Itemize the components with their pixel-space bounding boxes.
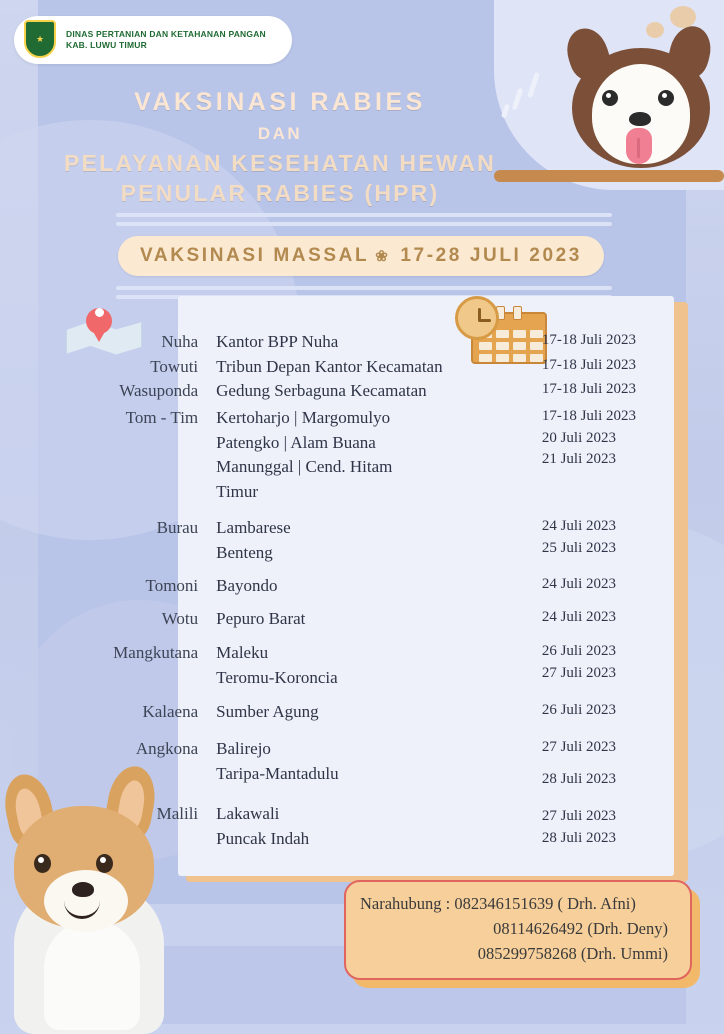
table-row (60, 406, 680, 505)
row-location: Teromu-Koroncia (216, 667, 338, 687)
corgi-chest (44, 920, 140, 1030)
row-date: 25 Juli 2023 (541, 540, 617, 557)
government-emblem-icon: ★ (24, 20, 58, 60)
organization-name-line2: KAB. LUWU TIMUR (66, 40, 147, 50)
banner-label: VAKSINASI MASSAL (140, 245, 370, 266)
title-line-3: PELAYANAN KESEHATAN HEWAN (64, 150, 496, 176)
corgi-nose (72, 882, 94, 897)
row-location: Tribun Depan Kantor Kecamatan (216, 356, 443, 376)
row-date: 21 Juli 2023 (541, 451, 617, 468)
table-row (60, 379, 680, 404)
divider-top-1 (116, 213, 612, 217)
husky-head (566, 42, 716, 174)
table-row (60, 516, 680, 565)
contact-line-2: 08114626492 (Drh. Deny) (493, 918, 668, 938)
title-line-1: VAKSINASI RABIES (134, 88, 426, 116)
row-date: 28 Juli 2023 (541, 830, 617, 847)
row-place: Angkona (135, 738, 199, 758)
contact-box (344, 880, 692, 980)
row-location: Manunggal | Cend. Hitam (216, 457, 393, 477)
table-row (60, 641, 680, 690)
husky-nose (629, 112, 651, 126)
row-location: Gedung Serbaguna Kecamatan (216, 381, 427, 401)
row-date: 24 Juli 2023 (541, 518, 617, 535)
row-place: Tom - Tim (125, 407, 199, 427)
row-location: Bayondo (216, 575, 278, 595)
row-date: 24 Juli 2023 (541, 575, 617, 592)
row-date: 17-18 Juli 2023 (541, 381, 636, 398)
row-date: 17-18 Juli 2023 (541, 407, 636, 424)
row-location: Maleku (216, 643, 269, 663)
row-date: 27 Juli 2023 (541, 808, 617, 825)
paw-print-shape-1 (670, 6, 696, 28)
row-date: 28 Juli 2023 (541, 770, 617, 787)
husky-eye-right (658, 90, 674, 106)
row-location: Lambarese (216, 518, 291, 538)
poster-title (0, 88, 560, 207)
table-row (60, 330, 680, 355)
row-location: Kantor BPP Nuha (216, 332, 339, 351)
contact-line-3: 085299758268 (Drh. Ummi) (477, 943, 668, 963)
divider-bottom-1 (116, 286, 612, 290)
contact-line-1: Narahubung : 082346151639 ( Drh. Afni) (360, 894, 636, 913)
table-row (60, 700, 680, 725)
row-place: Kalaena (142, 702, 199, 722)
row-date: 26 Juli 2023 (541, 702, 617, 719)
row-location: Benteng (216, 543, 273, 563)
mass-vaccination-banner (118, 236, 604, 276)
row-date: 17-18 Juli 2023 (541, 356, 636, 373)
corgi-eye-right (96, 854, 113, 873)
row-location: Timur (216, 481, 259, 501)
row-date: 24 Juli 2023 (541, 609, 617, 626)
row-place: Mangkutana (113, 643, 199, 663)
row-date: 17-18 Juli 2023 (541, 332, 636, 348)
row-place: Burau (156, 518, 199, 538)
organization-name-line1: DINAS PERTANIAN DAN KETAHANAN PANGAN (66, 29, 266, 40)
table-row (60, 355, 680, 380)
row-location: Patengko | Alam Buana (216, 432, 376, 452)
husky-tongue (626, 128, 652, 164)
row-date: 26 Juli 2023 (541, 643, 617, 660)
row-place: Malili (156, 804, 199, 824)
row-place: Nuha (161, 332, 199, 351)
banner-dates: 17-28 JULI 2023 (400, 245, 582, 266)
row-location: Taripa-Mantadulu (216, 763, 339, 783)
divider-top-2 (116, 222, 612, 226)
row-location: Sumber Agung (216, 702, 319, 722)
paw-icon: ❀ (375, 248, 391, 265)
row-location: Lakawali (216, 804, 280, 824)
row-place: Wotu (161, 609, 199, 629)
table-row (60, 607, 680, 632)
husky-eye-left (602, 90, 618, 106)
row-location: Balirejo (216, 738, 271, 758)
row-place: Towuti (150, 356, 199, 376)
paw-print-shape-2 (646, 22, 664, 38)
organization-badge (14, 16, 292, 64)
row-location: Kertoharjo | Margomulyo (216, 407, 391, 427)
table-row (60, 574, 680, 599)
row-date: 27 Juli 2023 (541, 738, 617, 755)
row-date: 20 Juli 2023 (541, 429, 617, 446)
row-location: Puncak Indah (216, 829, 310, 849)
row-location: Pepuro Barat (216, 609, 306, 629)
title-line-2: DAN (257, 124, 303, 143)
row-place: Tomoni (145, 575, 199, 595)
title-line-4: PENULAR RABIES (HPR) (120, 180, 440, 206)
corgi-illustration (0, 754, 200, 1024)
corgi-eye-left (34, 854, 51, 873)
row-date: 27 Juli 2023 (541, 664, 617, 681)
row-place: Wasuponda (119, 381, 199, 401)
